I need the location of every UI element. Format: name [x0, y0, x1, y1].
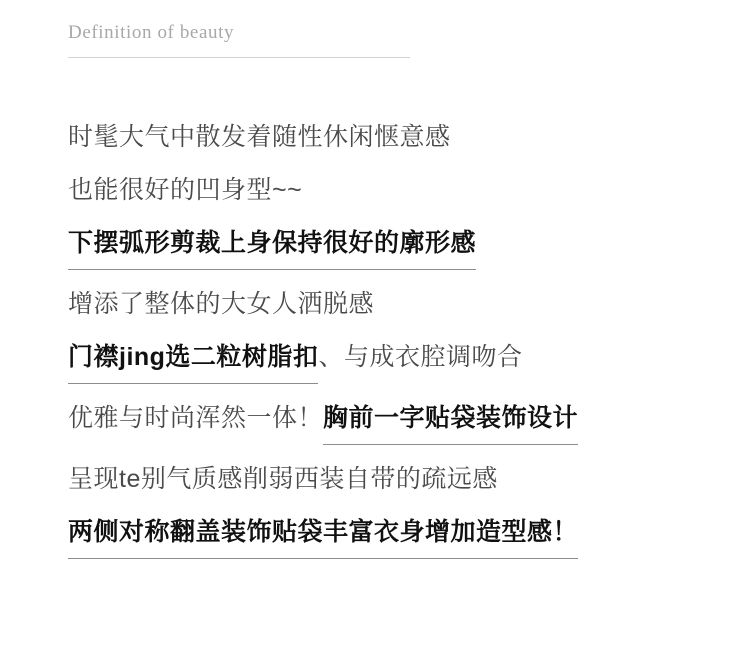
- description-line: [68, 513, 688, 559]
- description-line: [68, 285, 688, 323]
- description-text-emphasis: 两侧对称翻盖装饰贴袋丰富衣身增加造型感！: [68, 513, 578, 559]
- description-text-emphasis: 门襟jing选二粒树脂扣: [68, 338, 318, 384]
- page-title: Definition of beauty: [68, 22, 235, 43]
- section-header: [68, 22, 410, 58]
- description-text-emphasis: 下摆弧形剪裁上身保持很好的廓形感: [68, 224, 476, 270]
- description-line: [68, 338, 688, 384]
- description-text: 、与成衣腔调吻合: [318, 343, 523, 371]
- description-line: [68, 399, 688, 445]
- description-line: [68, 171, 688, 209]
- description-text: 增添了整体的大女人洒脱感: [68, 290, 375, 318]
- description-line: [68, 118, 688, 156]
- description-text: 时髦大气中散发着随性休闲惬意感: [68, 123, 451, 151]
- description-line: [68, 460, 688, 498]
- description-text: 呈现te别气质感削弱西装自带的疏远感: [68, 465, 498, 493]
- description-text-emphasis: 胸前一字贴袋装饰设计: [323, 399, 578, 445]
- description-line: [68, 224, 688, 270]
- description-text: 优雅与时尚浑然一体！: [68, 404, 324, 432]
- description-lines: [68, 118, 688, 574]
- header-divider: [68, 57, 410, 58]
- description-text: 也能很好的凹身型~~: [68, 176, 303, 204]
